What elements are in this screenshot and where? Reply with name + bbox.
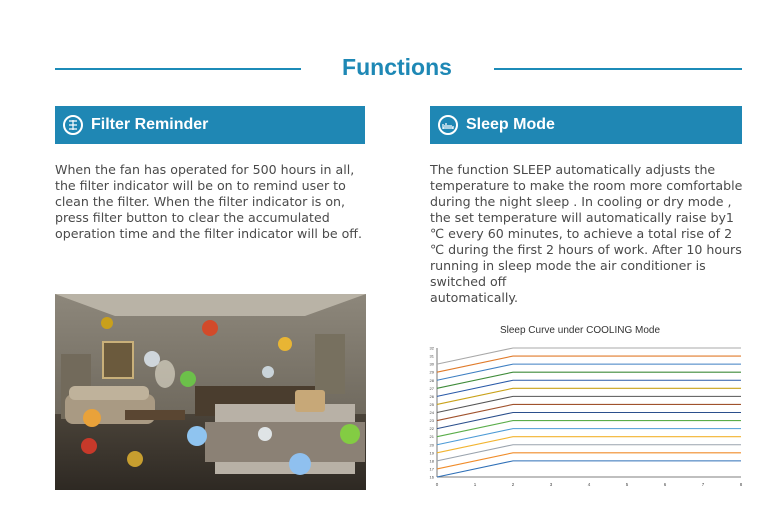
page-title: Functions: [342, 54, 452, 80]
y-tick-label: 27: [429, 385, 434, 391]
title-divider-left: [55, 68, 301, 70]
y-tick-label: 19: [429, 450, 434, 456]
series-line-1: [437, 461, 741, 477]
x-tick-label: 4: [587, 482, 591, 487]
bed-icon: [438, 115, 458, 135]
y-tick-label: 31: [429, 353, 434, 359]
y-tick-label: 23: [429, 418, 434, 424]
x-tick-label: 5: [625, 482, 629, 487]
filter-icon: [63, 115, 83, 135]
x-tick-label: 7: [701, 482, 705, 487]
y-tick-label: 26: [429, 393, 434, 399]
sleep-mode-paragraph-end: automatically.: [430, 290, 519, 305]
filter-reminder-title: Filter Reminder: [91, 116, 209, 133]
title-divider-right: [494, 68, 742, 70]
x-tick-label: 1: [473, 482, 477, 487]
y-tick-label: 29: [429, 369, 434, 375]
x-tick-label: 6: [663, 482, 667, 487]
x-tick-label: 8: [739, 482, 743, 487]
y-tick-label: 21: [429, 434, 434, 440]
filter-reminder-paragraph: When the fan has operated for 500 hours in all, the filter indicator will be on to remind user to clean the filter. When the filter indicator is on, press filter button to clear the accumulated operation time and the filter indicator will be off.: [55, 162, 362, 241]
y-tick-label: 17: [429, 466, 434, 472]
y-tick-label: 22: [429, 426, 434, 432]
y-tick-label: 28: [429, 377, 434, 383]
title-row: [0, 52, 781, 88]
y-tick-label: 25: [429, 401, 434, 407]
x-tick-label: 3: [549, 482, 553, 487]
y-tick-label: 32: [429, 345, 434, 351]
sleep-mode-paragraph: The function SLEEP automatically adjusts the temperature to make the room more comfortable during the night sleep . In cooling or dry mode , the set temperature will automatically raise by1 ℃ every 60 minutes, to achieve a total rise of 2 ℃ during the first 2 hours of work. After 10 hours running in sleep mode the air conditioner is switched off: [430, 162, 743, 289]
bedroom-photo: [55, 294, 366, 490]
y-tick-label: 30: [429, 361, 434, 367]
filter-reminder-text: [55, 162, 367, 242]
y-tick-label: 16: [429, 474, 434, 480]
y-tick-label: 24: [429, 410, 434, 415]
chart-title: Sleep Curve under COOLING Mode: [499, 325, 661, 336]
sleep-curve-chart: [423, 342, 749, 492]
sleep-mode-title: Sleep Mode: [466, 116, 555, 133]
sleep-mode-text: [430, 162, 743, 306]
filter-reminder-header: [55, 106, 365, 144]
x-tick-label: 0: [435, 482, 439, 487]
x-tick-label: 2: [511, 482, 515, 487]
y-tick-label: 18: [429, 458, 434, 464]
sleep-mode-header: [430, 106, 742, 144]
y-tick-label: 20: [429, 442, 434, 448]
